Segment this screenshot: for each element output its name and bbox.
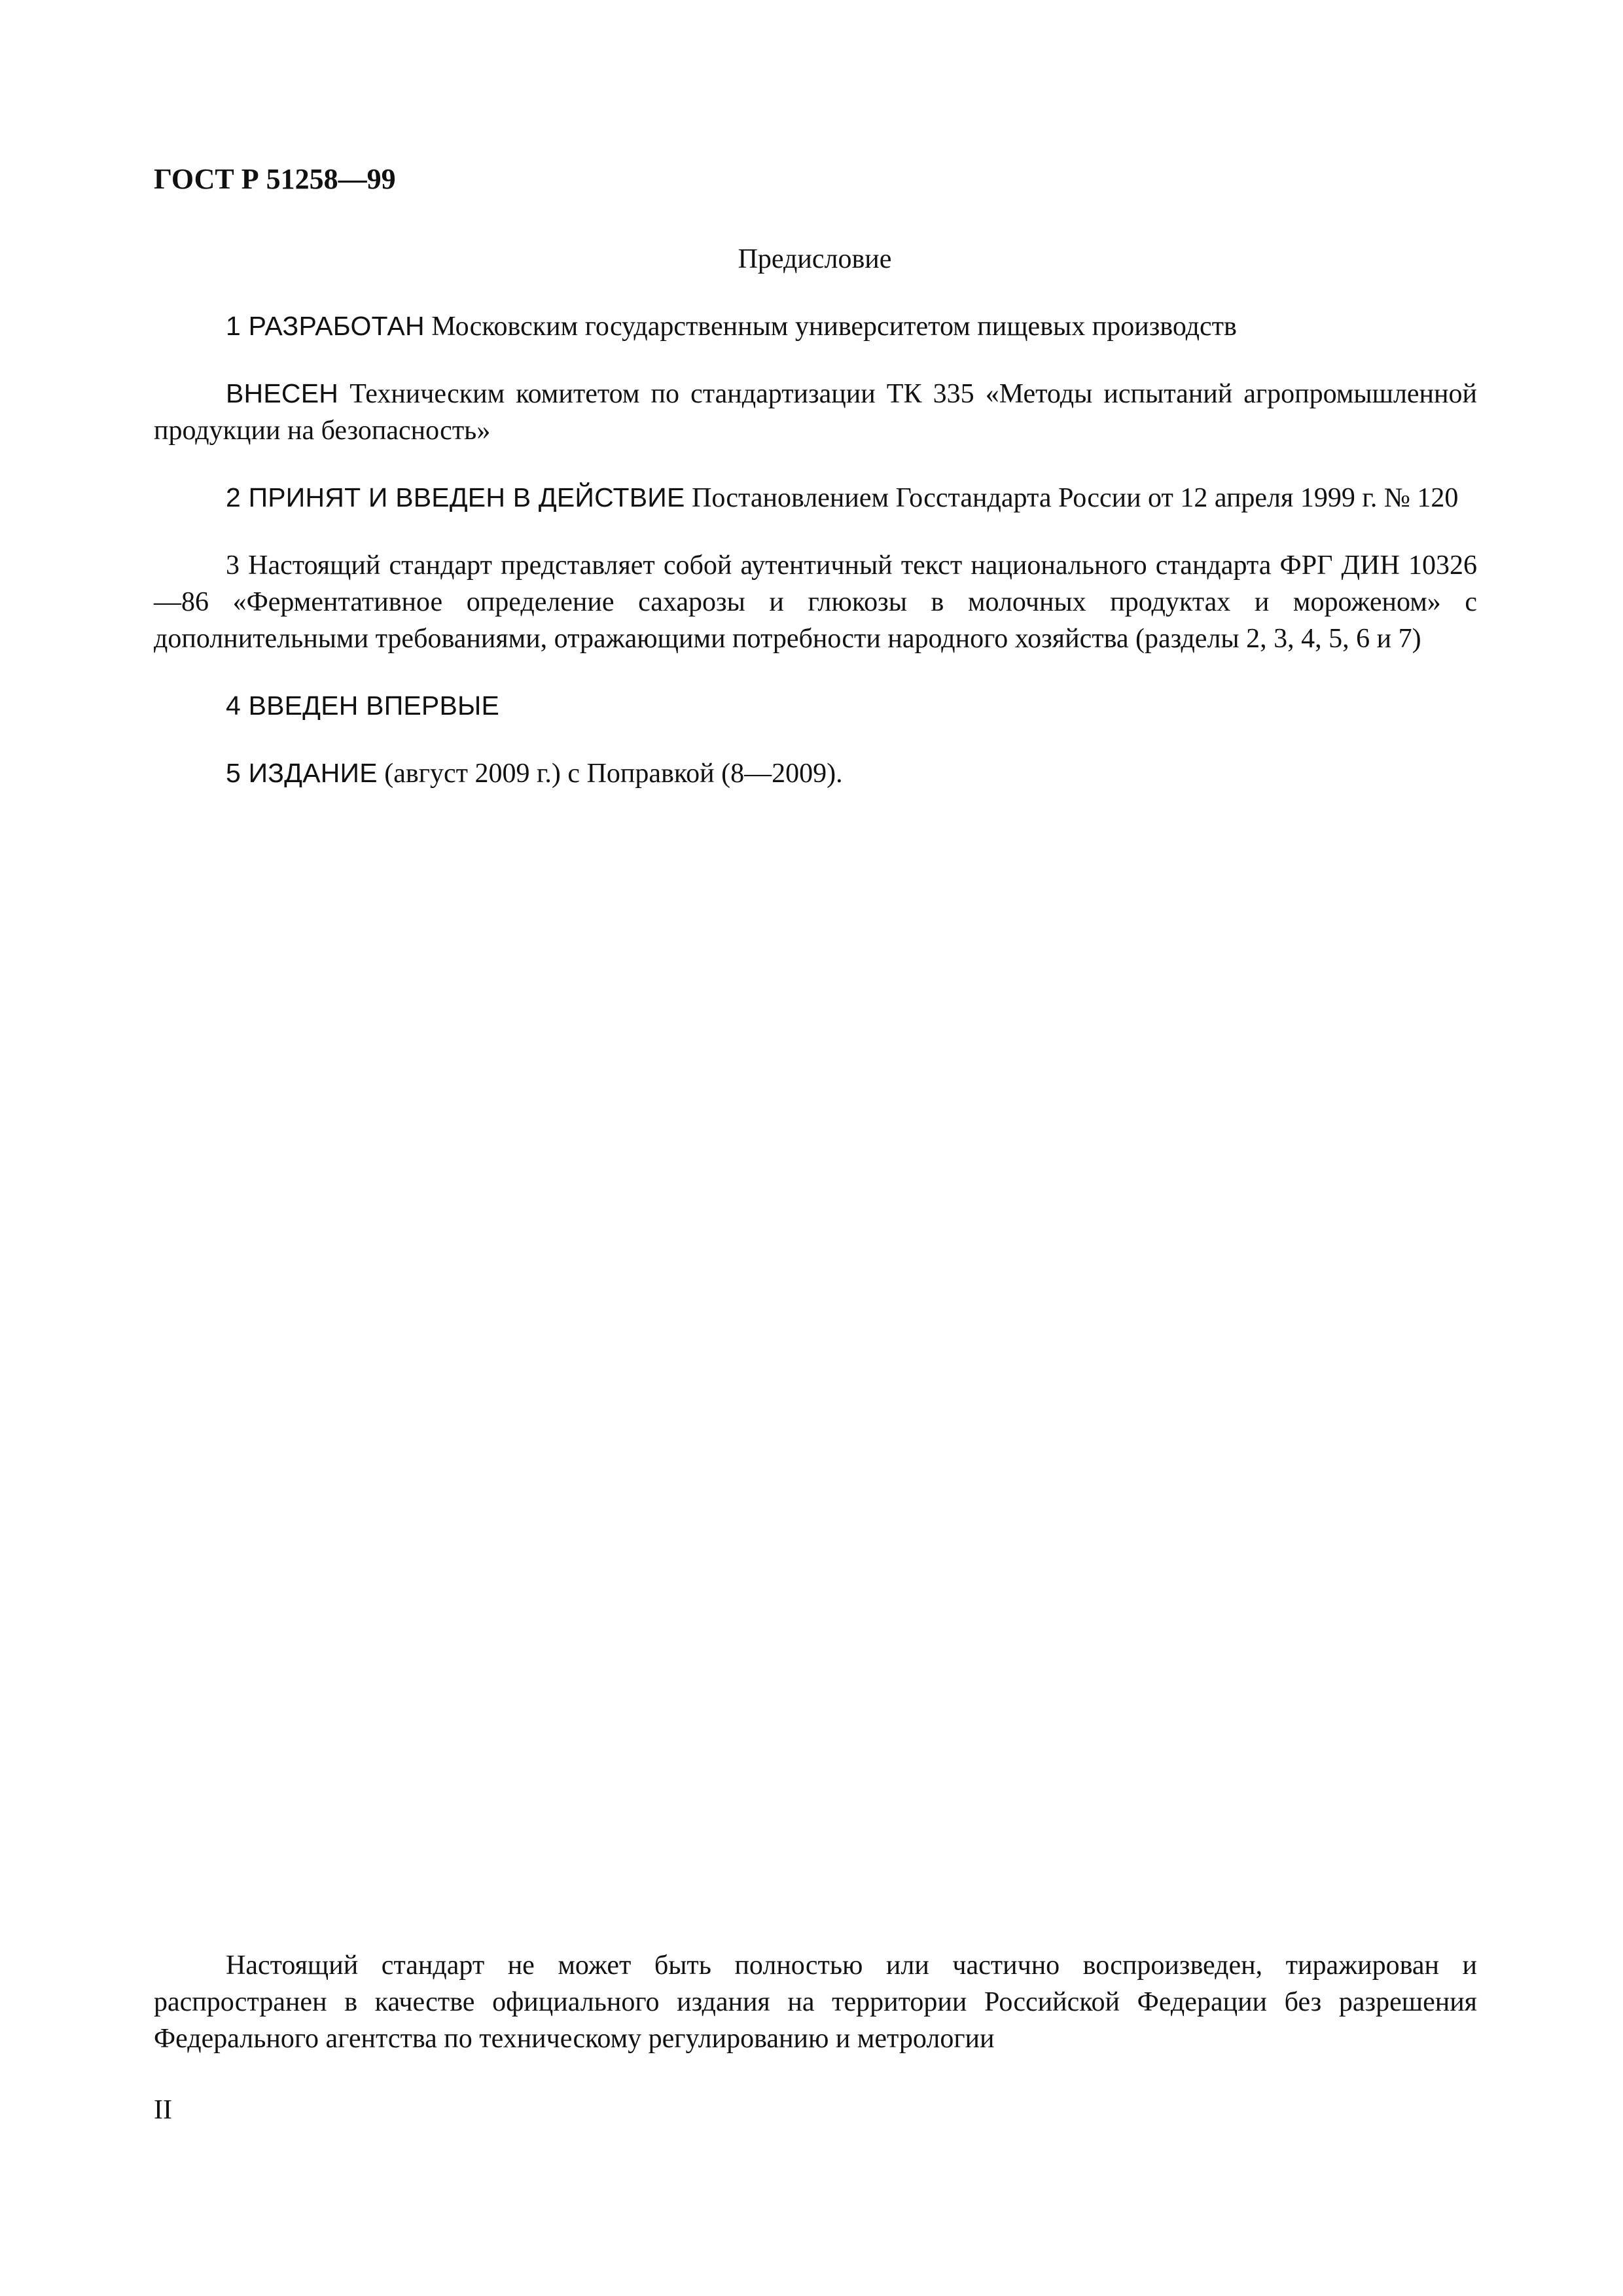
paragraph-text: (август 2009 г.) с Поправкой (8—2009).	[377, 759, 843, 789]
paragraph-lead: ВНЕСЕН	[226, 378, 339, 408]
paragraph-developed	[154, 308, 1477, 345]
foreword-body	[154, 308, 1477, 822]
document-code: ГОСТ Р 51258—99	[154, 163, 396, 195]
page-number: II	[154, 2095, 172, 2125]
paragraph-authentic-text	[154, 547, 1477, 657]
paragraph-lead: 1 РАЗРАБОТАН	[226, 311, 425, 341]
paragraph-introduced	[154, 375, 1477, 449]
paragraph-text: Техническим комитетом по стандартизации ТК 335 «Методы испытаний агропромышленной продукции на безопасность»	[154, 379, 1477, 446]
paragraph-text: 3 Настоящий стандарт представляет собой аутентичный текст национального стандарта ФРГ ДИН 10326—86 «Ферментативное определение сахарозы и глюкозы в молочных продуктах и мороженом» с дополнительными требованиями, отражающими потребности народного хозяйства (разделы 2, 3, 4, 5, 6 и 7)	[154, 550, 1477, 654]
paragraph-lead: 4 ВВЕДЕН ВПЕРВЫЕ	[226, 691, 500, 721]
paragraph-lead: 5 ИЗДАНИЕ	[226, 758, 378, 788]
paragraph-first-introduced	[154, 687, 1477, 725]
paragraph-lead: 2 ПРИНЯТ И ВВЕДЕН В ДЕЙСТВИЕ	[226, 482, 685, 512]
section-title: Предисловие	[738, 244, 892, 274]
paragraph-adopted	[154, 479, 1477, 516]
copyright-notice: Настоящий стандарт не может быть полностью или частично воспроизведен, тиражирован и распространен в качестве официального издания на территории Российской Федерации без разрешения Федерального агентства по техническому регулированию и метрологии	[154, 1950, 1477, 2054]
paragraph-edition	[154, 755, 1477, 792]
paragraph-text: Постановлением Госстандарта России от 12 апреля 1999 г. № 120	[685, 483, 1459, 513]
paragraph-text: Московским государственным университетом пищевых производств	[424, 312, 1237, 342]
